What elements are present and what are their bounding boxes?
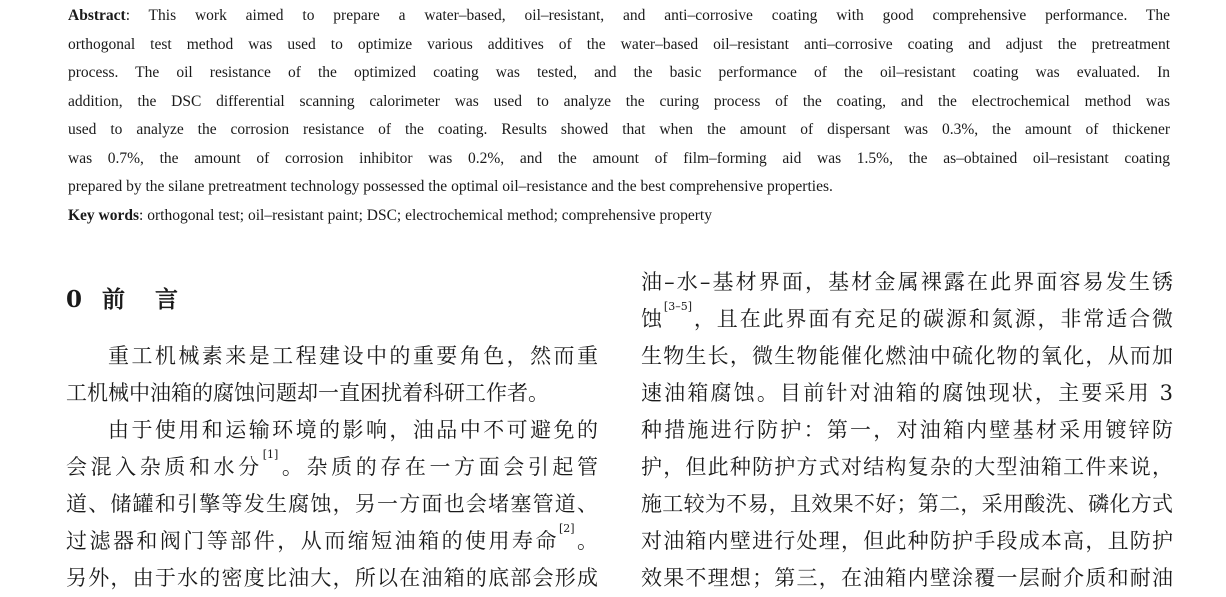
abstract-line: prepared by the silane pretreatment technology possessed the optimal oil–resistance and the best comprehensive properties.	[68, 178, 833, 195]
paragraph-line: 种措施进行防护：第一，对油箱内壁基材采用镀锌防	[641, 418, 1173, 442]
abstract-line: orthogonal test method was used to optimize various additives of the water–based oil–resistant anti–corrosive coating and adjust the pretreatment	[68, 35, 1170, 53]
left-column	[66, 262, 598, 597]
keywords-block	[68, 202, 1170, 230]
section-heading: 0 前 言	[66, 286, 181, 313]
right-column	[641, 264, 1173, 597]
paragraph-line: 蚀[3–5]，且在此界面有充足的碳源和氮源，非常适合微	[641, 300, 1173, 331]
abstract-line: used to analyze the corrosion resistance of the coating. Results showed that when the amount of dispersant was 0.3%, the amount of thickener	[68, 121, 1170, 138]
citation-ref: [2]	[558, 522, 575, 535]
paragraph-line: 由于使用和运输环境的影响，油品中不可避免的	[108, 418, 598, 442]
paragraph-line: 护，但此种防护方式对结构复杂的大型油箱工件来说，	[641, 455, 1173, 479]
paragraph-line: 效果不理想；第三，在油箱内壁涂覆一层耐介质和耐油	[641, 566, 1173, 590]
keywords-text: : orthogonal test; oil–resistant paint; DSC; electrochemical method; comprehensive property	[139, 207, 712, 224]
citation-ref: [1]	[262, 448, 279, 461]
keywords-label: Key words	[68, 207, 140, 224]
paragraph-line: 生物生长，微生物能催化燃油中硫化物的氧化，从而加	[641, 344, 1173, 368]
paragraph-line: 对油箱内壁进行处理，但此种防护手段成本高，且防护	[641, 529, 1173, 553]
paragraph-line: 油–水–基材界面，基材金属裸露在此界面容易发生锈	[641, 270, 1173, 294]
paragraph-line: 另外，由于水的密度比油大，所以在油箱的底部会形成	[66, 566, 598, 590]
paragraph-line: 道、储罐和引擎等发生腐蚀，另一方面也会堵塞管道、	[66, 492, 598, 516]
paragraph-line: 过滤器和阀门等部件，从而缩短油箱的使用寿命[2]。	[66, 522, 599, 553]
abstract-block	[68, 2, 1170, 202]
paragraph-line: 施工较为不易，且效果不好；第二，采用酸洗、磷化方式	[641, 492, 1173, 516]
section-number: 0	[66, 286, 85, 313]
paragraph-line: 会混入杂质和水分[1]。杂质的存在一方面会引起管	[66, 448, 599, 479]
paragraph-line: 工机械中油箱的腐蚀问题却一直困扰着科研工作者。	[66, 381, 549, 405]
paragraph-line: 重工机械素来是工程建设中的重要角色，然而重	[108, 344, 598, 368]
abstract-line: was 0.7%, the amount of corrosion inhibitor was 0.2%, and the amount of film–forming aid was 1.5%, the as–obtained oil–resistant coating	[68, 149, 1170, 167]
abstract-label: Abstract	[68, 7, 126, 24]
paragraph-line: 速油箱腐蚀。目前针对油箱的腐蚀现状，主要采用 3	[641, 381, 1173, 405]
abstract-line: Abstract: This work aimed to prepare a water–based, oil–resistant, and anti–corrosive coating with good comprehensive performance. The	[68, 7, 1170, 24]
citation-ref: [3–5]	[663, 300, 692, 313]
abstract-line: process. The oil resistance of the optimized coating was tested, and the basic performance of the oil–resistant coating was evaluated. In	[68, 64, 1170, 81]
abstract-line: addition, the DSC differential scanning calorimeter was used to analyze the curing process of the coating, and the electrochemical method was	[68, 92, 1170, 110]
